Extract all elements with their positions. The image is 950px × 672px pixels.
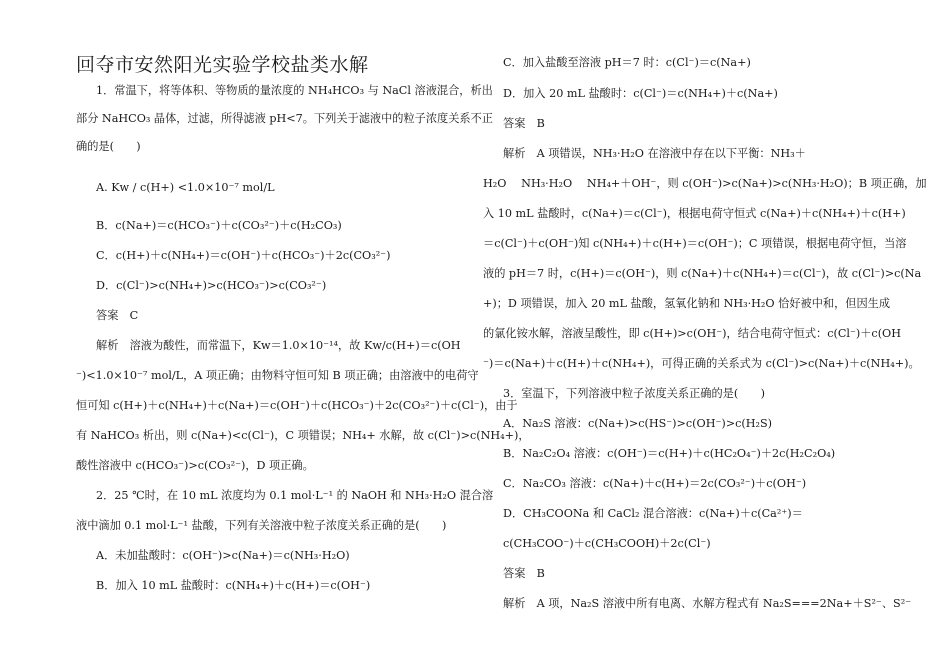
text-line-q1-a: A. Kw / c(H+) <1.0×10⁻⁷ mol/L [96,181,275,194]
text-line-q2-a: A．未加盐酸时：c(OH⁻)>c(Na+)＝c(NH₃·H₂O) [96,549,350,562]
text-line-q2-e2: H₂O NH₃·H₂O NH₄+＋OH⁻，则 c(OH⁻)>c(Na+)>c(NH₃·H₂O)；B 项正确，加 [483,177,927,190]
text-line-q2-e7: 的氯化铵水解，溶液呈酸性，即 c(H+)>c(OH⁻)，结合电荷守恒式：c(Cl⁻)＋c(OH [483,327,901,340]
text-line-q1-l1: 1．常温下，将等体积、等物质的量浓度的 NH₄HCO₃ 与 NaCl 溶液混合，析出 [96,84,493,97]
page-title: 回夺市安然阳光实验学校盐类水解 [76,54,369,76]
text-line-q2-e6: +)；D 项错误，加入 20 mL 盐酸，氢氧化钠和 NH₃·H₂O 恰好被中和，但因生成 [483,297,891,310]
text-line-q2-e5: 液的 pH＝7 时，c(H+)＝c(OH⁻)，则 c(Na+)＋c(NH₄+)＝c(Cl⁻)，故 c(Cl⁻)>c(Na [483,267,922,280]
text-line-q3-l1: 3．室温下，下列溶液中粒子浓度关系正确的是( ) [503,387,765,400]
text-line-q2-e3: 入 10 mL 盐酸时，c(Na+)＝c(Cl⁻)，根据电荷守恒式 c(Na+)＋c(NH₄+)＋c(H+) [483,207,906,220]
text-line-q2-l2: 液中滴加 0.1 mol·L⁻¹ 盐酸，下列有关溶液中粒子浓度关系正确的是( ) [76,519,447,532]
text-line-q3-e1: 解析 A 项，Na₂S 溶液中所有电离、水解方程式有 Na₂S===2Na+＋S²⁻、S²⁻ [503,597,912,610]
text-line-q1-l2: 部分 NaHCO₃ 晶体，过滤，所得滤液 pH<7。下列关于滤液中的粒子浓度关系不正 [76,112,493,125]
text-line-q1-ans: 答案 C [96,309,139,322]
text-line-q2-e4: ＝c(Cl⁻)＋c(OH⁻)知 c(NH₄+)＋c(H+)＝c(OH⁻)；C 项错误，根据电荷守恒，当溶 [483,237,907,250]
text-line-q1-d: D．c(Cl⁻)>c(NH₄+)>c(HCO₃⁻)>c(CO₃²⁻) [96,279,327,292]
text-line-q1-b: B．c(Na+)＝c(HCO₃⁻)＋c(CO₃²⁻)＋c(H₂CO₃) [96,219,342,232]
text-line-q2-ans: 答案 B [503,117,545,130]
text-line-q3-ans: 答案 B [503,567,545,580]
text-line-q1-e2: ⁻)<1.0×10⁻⁷ mol/L，A 项正确；由物料守恒可知 B 项正确；由溶液中的电荷守 [76,369,479,382]
text-line-q2-c: C．加入盐酸至溶液 pH＝7 时：c(Cl⁻)＝c(Na+) [503,56,751,69]
text-line-q2-l1: 2．25 ℃时，在 10 mL 浓度均为 0.1 mol·L⁻¹ 的 NaOH 和 NH₃·H₂O 混合溶 [96,489,494,502]
text-line-q1-e3: 恒可知 c(H+)＋c(NH₄+)＋c(Na+)＝c(OH⁻)＋c(HCO₃⁻)＋2c(CO₃²⁻)＋c(Cl⁻)，由于 [76,399,518,412]
text-line-q3-a: A．Na₂S 溶液：c(Na+)>c(HS⁻)>c(OH⁻)>c(H₂S) [503,417,772,430]
text-line-q3-d1: D．CH₃COONa 和 CaCl₂ 混合溶液：c(Na+)＋c(Ca²⁺)＝ [503,507,803,520]
text-line-q1-e1: 解析 溶液为酸性，而常温下，Kw＝1.0×10⁻¹⁴，故 Kw/c(H+)＝c(OH [96,339,461,352]
text-line-q3-d2: c(CH₃COO⁻)＋c(CH₃COOH)＋2c(Cl⁻) [503,537,711,550]
text-line-q1-c: C．c(H+)＋c(NH₄+)＝c(OH⁻)＋c(HCO₃⁻)＋2c(CO₃²⁻) [96,249,391,262]
text-line-q1-l3: 确的是( ) [76,140,141,153]
text-line-q2-d: D．加入 20 mL 盐酸时：c(Cl⁻)＝c(NH₄+)＋c(Na+) [503,87,778,100]
text-line-q3-b: B．Na₂C₂O₄ 溶液：c(OH⁻)＝c(H+)＋c(HC₂O₄⁻)＋2c(H₂C₂O₄) [503,447,836,460]
text-line-q2-e1: 解析 A 项错误，NH₃·H₂O 在溶液中存在以下平衡：NH₃＋ [503,147,806,160]
text-line-q1-e5: 酸性溶液中 c(HCO₃⁻)>c(CO₃²⁻)，D 项正确。 [76,459,314,472]
text-line-q3-c: C．Na₂CO₃ 溶液：c(Na+)＋c(H+)＝2c(CO₃²⁻)＋c(OH⁻) [503,477,807,490]
text-line-q2-e8: ⁻)＝c(Na+)＋c(H+)＋c(NH₄+)，可得正确的关系式为 c(Cl⁻)>c(Na+)＋c(NH₄+)。 [483,357,920,370]
text-line-q1-e4: 有 NaHCO₃ 析出，则 c(Na+)<c(Cl⁻)，C 项错误；NH₄+ 水解，故 c(Cl⁻)>c(NH₄+)， [76,429,530,442]
text-line-q2-b: B．加入 10 mL 盐酸时：c(NH₄+)＋c(H+)＝c(OH⁻) [96,579,371,592]
